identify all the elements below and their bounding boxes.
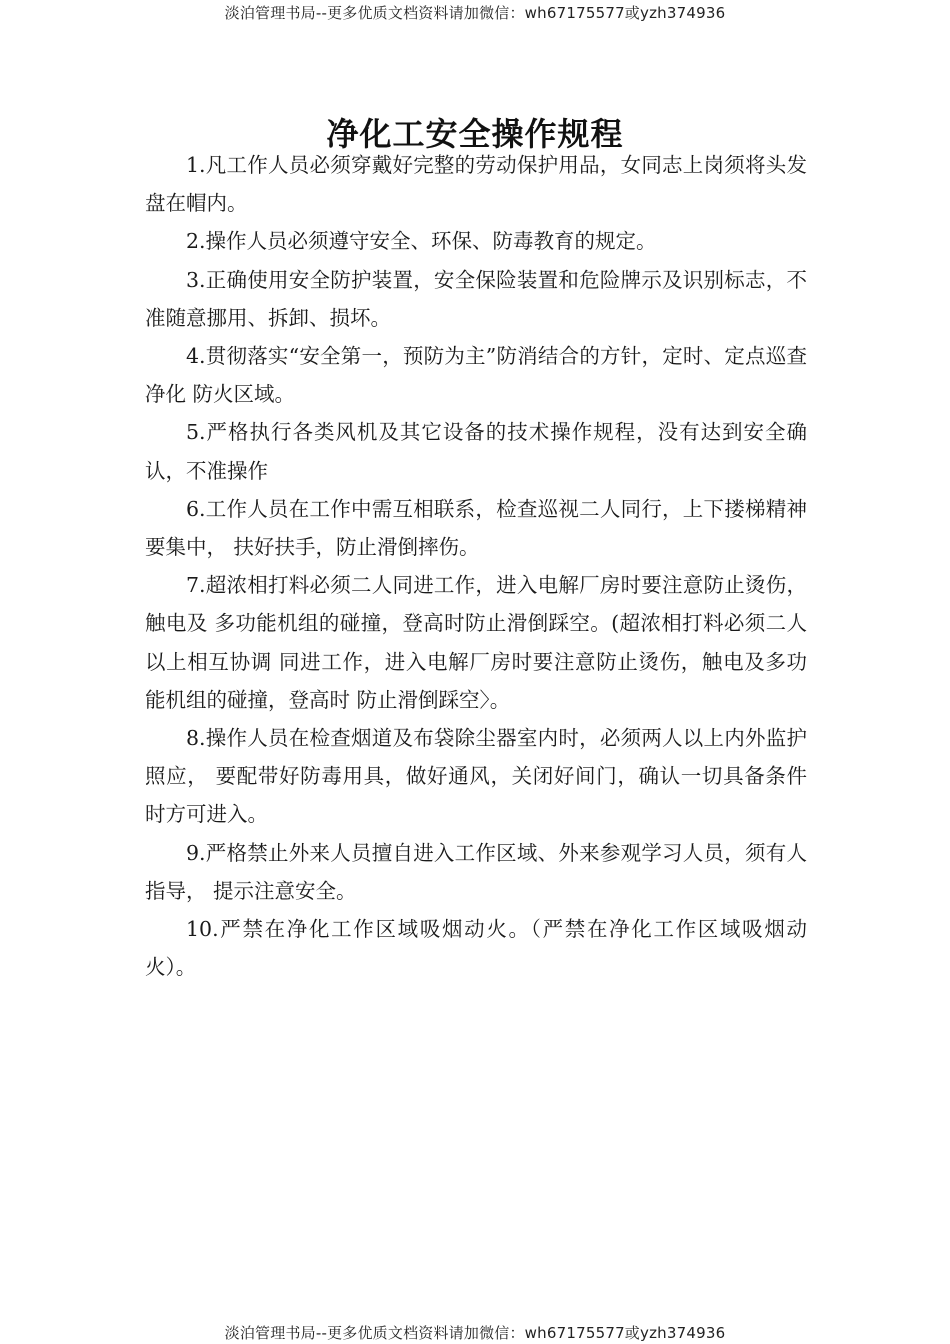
clause-1: 1.凡工作人员必须穿戴好完整的劳动保护用品，女同志上岗须将头发盘在帽内。 (145, 153, 807, 216)
clause-9: 9.严格禁止外来人员擅自进入工作区域、外来参观学习人员，须有人指导， 提示注意安全。 (145, 840, 807, 903)
page-header: 淡泊管理书局--更多优质文档资料请加微信：wh67175577或yzh374936 (224, 4, 726, 22)
clause-6: 6.工作人员在工作中需互相联系，检查巡视二人同行，上下搂梯精神要集中， 扶好扶手，防止滑倒摔伤。 (145, 496, 807, 560)
clause-4: 4.贯彻落实“安全第一，预防为主”防消结合的方针，定时、定点巡查净化 防火区域。 (145, 344, 807, 407)
clause-10: 10.严禁在净化工作区域吸烟动火。（严禁在净化工作区域吸烟动火）。 (145, 917, 807, 980)
document-body (145, 146, 807, 986)
page-footer: 淡泊管理书局--更多优质文档资料请加微信：wh67175577或yzh374936 (224, 1324, 726, 1342)
clause-5: 5.严格执行各类风机及其它设备的技术操作规程，没有达到安全确认，不准操作 (145, 420, 807, 483)
document-title: 净化工安全操作规程 (326, 115, 624, 154)
clause-3: 3.正确使用安全防护装置，安全保险装置和危险牌示及识别标志，不准随意挪用、拆卸、损坏。 (145, 267, 807, 330)
clause-8: 8.操作人员在检查烟道及布袋除尘器室内时，必须两人以上内外监护照应， 要配带好防毒用具，做好通风，关闭好间门，确认一切具备条件时方可进入。 (145, 726, 807, 827)
clause-2: 2.操作人员必须遵守安全、环保、防毒教育的规定。 (186, 229, 657, 254)
clause-7: 7.超浓相打料必须二人同进工作，进入电解厂房时要注意防止烫伤，触电及 多功能机组的碰撞，登高时防止滑倒踩空。(超浓相打料必须二人以上相互协调 同进工作，进入电解厂房时要注意防止烫伤，触电及多功能机组的碰撞，登高时 防止滑倒踩空〉。 (145, 573, 807, 712)
